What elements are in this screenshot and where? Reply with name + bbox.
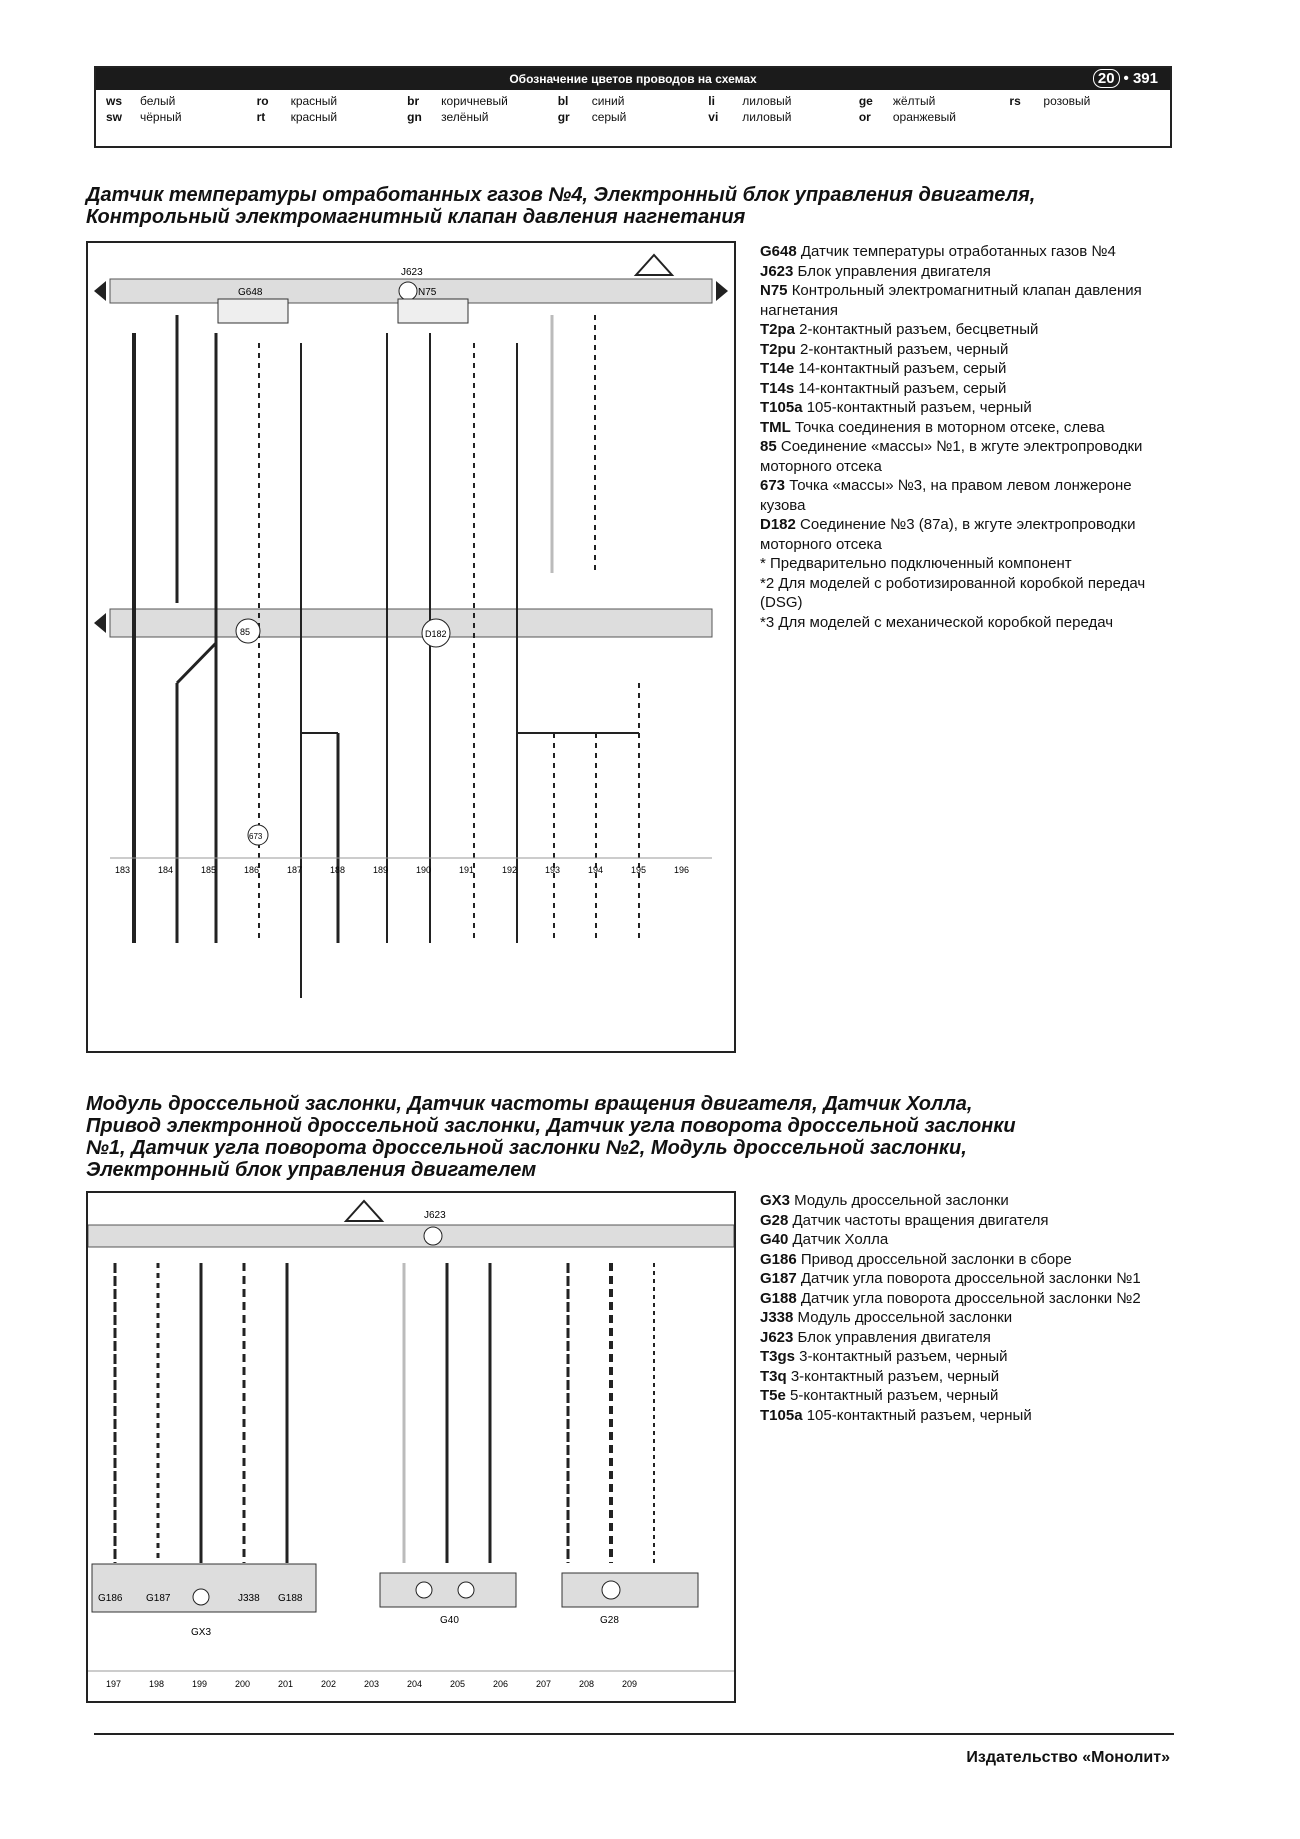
right-arrow-icon [716,281,728,301]
g40-label: G40 [440,1615,459,1626]
legend-item: 673 Точка «массы» №3, на правом левом лонжероне кузова [760,477,1132,514]
svg-text:193: 193 [545,865,561,875]
section1-diagram-svg [88,243,734,1051]
page-number-value: 391 [1132,70,1158,87]
legend-item: 85 Соединение «массы» №1, в жгуте электропроводки моторного отсека [760,438,1143,475]
section2-legend [760,1191,1166,1425]
svg-text:J338: J338 [238,1593,260,1604]
color-code-item: gr серый [557,110,627,124]
svg-text:196: 196 [674,865,690,875]
legend-item: T5e 5-контактный разъем, черный [760,1387,999,1404]
legend-item: T105a 105-контактный разъем, черный [760,399,1032,416]
header-bar [96,68,1170,90]
left-arrow-icon [94,281,106,301]
section1-title-line: Контрольный электромагнитный клапан давления нагнетания [86,206,746,228]
legend-item: T14e 14-контактный разъем, серый [760,360,1007,377]
section2-diagram-svg [88,1193,734,1701]
legend-item: T2pa 2-контактный разъем, бесцветный [760,321,1039,338]
svg-text:195: 195 [631,865,647,875]
section2-title-line: Модуль дроссельной заслонки, Датчик частоты вращения двигателя, Датчик Холла, [86,1093,973,1115]
svg-text:188: 188 [330,865,346,875]
svg-text:G188: G188 [278,1593,303,1604]
section2-wiring-diagram [86,1191,736,1703]
color-code-item: sw чёрный [106,110,182,124]
ecu-label: J623 [401,267,423,278]
section1-bottom-numbers [115,865,689,875]
legend-item: G28 Датчик частоты вращения двигателя [760,1211,1049,1229]
legend-note: * Предварительно подключенный компонент [760,555,1072,572]
g40-sensor [380,1573,516,1607]
speed-sensor-icon [602,1581,620,1599]
d182-label: D182 [425,629,447,639]
legend-item: J623 Блок управления двигателя [760,1328,991,1346]
ecu-label: J623 [424,1210,446,1221]
legend-item: TML Точка соединения в моторном отсеке, слева [760,418,1105,436]
color-code-item: rt красный [256,110,338,124]
color-code-item: bl синий [557,94,625,108]
svg-text:202: 202 [321,1679,337,1689]
g648-label: G648 [238,287,263,298]
g648-component [218,299,288,323]
ground-warning-icon [636,255,672,275]
svg-text:191: 191 [459,865,475,875]
color-code-item: vi лиловый [708,110,792,124]
color-code-item: br коричневый [407,94,508,108]
g28-label: G28 [600,1615,619,1626]
svg-text:G186: G186 [98,1593,123,1604]
ground-warning-icon [346,1201,382,1221]
svg-text:183: 183 [115,865,131,875]
svg-text:209: 209 [622,1679,638,1689]
legend-item: T3gs 3-контактный разъем, черный [760,1348,1008,1365]
g28-sensor [562,1573,698,1607]
svg-text:206: 206 [493,1679,509,1689]
footer-divider [94,1733,1174,1735]
svg-text:200: 200 [235,1679,251,1689]
svg-text:201: 201 [278,1679,294,1689]
section2-title-line: №1, Датчик угла поворота дроссельной заслонки №2, Модуль дроссельной заслонки, [86,1137,967,1159]
ecu-symbol-icon [424,1227,442,1245]
legend-item: G648 Датчик температуры отработанных газов №4 [760,243,1116,260]
section1-legend [760,242,1166,632]
legend-item: T105a 105-контактный разъем, черный [760,1406,1032,1424]
svg-text:186: 186 [244,865,260,875]
section2-title-line: Привод электронной дроссельной заслонки, Датчик угла поворота дроссельной заслонки [86,1115,1016,1137]
color-code-item: gn зелёный [407,110,489,124]
svg-text:205: 205 [450,1679,466,1689]
left-arrow-icon [94,613,106,633]
svg-text:207: 207 [536,1679,552,1689]
section2-title [86,1093,1016,1181]
motor-icon [193,1589,209,1605]
svg-text:198: 198 [149,1679,165,1689]
legend-note: *3 Для моделей с механической коробкой передач [760,613,1114,631]
section2-title-line: Электронный блок управления двигателем [86,1159,537,1181]
sensor-icon [458,1582,474,1598]
legend-item: G186 Привод дроссельной заслонки в сборе [760,1250,1072,1268]
svg-text:189: 189 [373,865,389,875]
svg-text:192: 192 [502,865,518,875]
n75-component [398,299,468,323]
legend-item: N75 Контрольный электромагнитный клапан давления нагнетания [760,282,1142,319]
ecu-bar [88,1225,734,1247]
legend-item: J623 Блок управления двигателя [760,262,991,280]
hall-sensor-icon [416,1582,432,1598]
wire-color-header [94,66,1172,148]
legend-item: G40 Датчик Холла [760,1231,889,1248]
color-code-item: ro красный [256,94,338,108]
svg-text:203: 203 [364,1679,380,1689]
svg-text:190: 190 [416,865,432,875]
svg-text:194: 194 [588,865,604,875]
section2-wires [115,1263,654,1563]
legend-item: J338 Модуль дроссельной заслонки [760,1309,1013,1326]
chapter-badge: 20 [1093,69,1120,88]
section1-title [86,184,1035,228]
n75-label: N75 [418,287,437,298]
section1-wires [134,315,639,998]
svg-text:187: 187 [287,865,303,875]
legend-item: GX3 Модуль дроссельной заслонки [760,1192,1009,1209]
ground-85-label: 85 [240,627,251,637]
svg-text:184: 184 [158,865,174,875]
color-code-item: rs розовый [1009,94,1091,108]
color-code-item: ws белый [106,94,176,108]
legend-item: T14s 14-контактный разъем, серый [760,379,1007,397]
legend-item: G188 Датчик угла поворота дроссельной заслонки №2 [760,1289,1141,1307]
color-code-item: ge жёлтый [858,94,936,108]
publisher-name: Издательство «Монолит» [966,1749,1170,1766]
section1-wiring-diagram [86,241,736,1053]
gx3-label: GX3 [191,1627,212,1638]
svg-text:G187: G187 [146,1593,171,1604]
header-title: Обозначение цветов проводов на схемах [509,72,757,86]
legend-note: *2 Для моделей с роботизированной коробкой передач (DSG) [760,574,1146,611]
svg-text:197: 197 [106,1679,122,1689]
svg-text:208: 208 [579,1679,595,1689]
svg-text:199: 199 [192,1679,208,1689]
section2-bottom-numbers [106,1679,637,1689]
color-code-item: li лиловый [708,94,792,108]
ground-673-label: 673 [249,832,263,841]
svg-text:185: 185 [201,865,217,875]
color-code-list [96,90,1170,128]
color-code-item: or оранжевый [858,110,956,124]
svg-text:204: 204 [407,1679,423,1689]
page-number: 20 • 391 [1093,68,1158,90]
legend-item: T2pu 2-контактный разъем, черный [760,340,1009,358]
legend-item: G187 Датчик угла поворота дроссельной заслонки №1 [760,1270,1141,1287]
connector-bar [110,609,712,637]
legend-item: T3q 3-контактный разъем, черный [760,1367,1000,1385]
legend-item: D182 Соединение №3 (87a), в жгуте электропроводки моторного отсека [760,516,1136,553]
ecu-symbol-icon [399,282,417,300]
section1-title-line: Датчик температуры отработанных газов №4, Электронный блок управления двигателя, [86,184,1036,206]
